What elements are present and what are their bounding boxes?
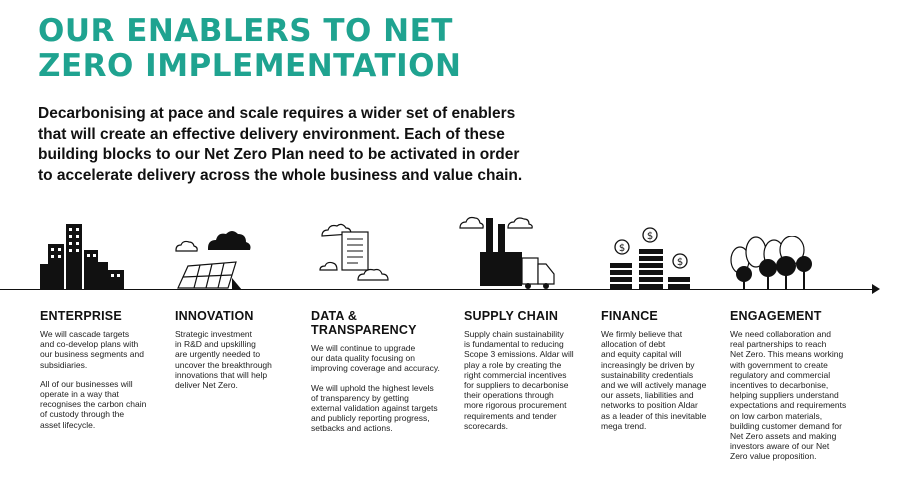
intro-line: building blocks to our Net Zero Plan need to be activated in order <box>38 146 520 163</box>
enabler-title-line: FINANCE <box>601 309 658 323</box>
enabler-title-line: DATA & <box>311 309 358 323</box>
text-line: our business segments and <box>40 349 144 360</box>
text-line: Net Zero. This means working <box>730 349 844 360</box>
enabler-enterprise <box>40 309 165 439</box>
text-line: increasingly be driven by <box>601 359 695 370</box>
intro-line: to accelerate delivery across the whole business and value chain. <box>38 166 523 184</box>
text-line: and publicly reporting progress, <box>311 413 430 424</box>
text-line: Zero value proposition. <box>730 451 817 462</box>
document-clouds-icon <box>318 218 390 288</box>
city-buildings-icon <box>40 220 130 290</box>
enabler-paragraph <box>40 379 165 430</box>
enabler-paragraph <box>311 343 456 374</box>
factory-truck-icon <box>458 214 558 289</box>
intro-paragraph <box>38 104 558 186</box>
enabler-paragraph <box>175 329 300 390</box>
text-line: uncover the breakthrough <box>175 359 272 370</box>
text-line: subsidiaries. <box>40 359 88 370</box>
text-line: We firmly believe that <box>601 329 683 339</box>
text-line: asset lifecycle. <box>40 419 96 430</box>
text-line: improving coverage and accuracy. <box>311 363 440 374</box>
text-line: deliver Net Zero. <box>175 380 238 391</box>
text-line: scorecards. <box>464 420 508 431</box>
text-line: and we will actively manage <box>601 380 707 391</box>
text-line: play a role by creating the <box>464 359 562 370</box>
solar-panel-icon <box>172 228 252 290</box>
text-line: networks to position Aldar <box>601 400 698 411</box>
text-line: for suppliers to decarbonise <box>464 380 569 391</box>
text-line: on low carbon materials, <box>730 410 823 421</box>
intro-line: Decarbonising at pace and scale requires a wider set of enablers <box>38 105 516 122</box>
svg-text:$: $ <box>646 231 654 242</box>
enabler-title <box>730 309 870 323</box>
svg-text:$: $ <box>618 243 626 254</box>
text-line: investors aware of our Net <box>730 441 830 452</box>
text-line: Supply chain sustainability <box>464 329 564 339</box>
text-line: recognises the carbon chain <box>40 399 147 410</box>
text-line: our assets, liabilities and <box>601 390 694 401</box>
text-line: and equity capital will <box>601 349 682 360</box>
text-line: operate in a way that <box>40 389 119 400</box>
text-line: of transparency by getting <box>311 392 409 403</box>
timeline-line <box>0 289 873 290</box>
enabler-title <box>601 309 726 323</box>
enabler-title-line: TRANSPARENCY <box>311 323 417 337</box>
enabler-title-line: ENTERPRISE <box>40 309 122 323</box>
enabler-innovation <box>175 309 300 399</box>
enabler-title-line: INNOVATION <box>175 309 254 323</box>
text-line: is fundamental to reducing <box>464 339 564 350</box>
text-line: regulatory and commercial <box>730 369 831 380</box>
text-line: external validation against targets <box>311 403 438 414</box>
text-line: mega trend. <box>601 420 647 431</box>
enabler-paragraph <box>730 329 870 462</box>
enabler-engagement <box>730 309 870 471</box>
coins-stack-icon <box>606 223 691 289</box>
text-line: expectations and requirements <box>730 400 847 411</box>
enabler-title-line: ENGAGEMENT <box>730 309 822 323</box>
title-line-2: ZERO IMPLEMENTATION <box>38 48 462 84</box>
text-line: sustainability credentials <box>601 369 694 380</box>
enabler-paragraph <box>601 329 726 431</box>
enabler-data-transparency <box>311 309 456 443</box>
text-line: right commercial incentives <box>464 369 567 380</box>
enabler-title <box>40 309 165 323</box>
enabler-paragraph <box>311 383 456 434</box>
text-line: more rigorous procurement <box>464 400 567 411</box>
text-line: real partnerships to reach <box>730 339 827 350</box>
enabler-title-line: SUPPLY CHAIN <box>464 309 559 323</box>
trees-icon <box>730 236 812 290</box>
text-line: allocation of debt <box>601 339 666 350</box>
text-line: We need collaboration and <box>730 329 831 339</box>
enabler-title <box>175 309 300 323</box>
text-line: building customer demand for <box>730 420 842 431</box>
title-line-1: OUR ENABLERS TO NET <box>38 13 453 49</box>
enabler-paragraph <box>40 329 165 370</box>
text-line: requirements and tender <box>464 410 557 421</box>
intro-line: that will create an effective delivery environment. Each of these <box>38 125 505 143</box>
text-line: We will uphold the highest levels <box>311 382 434 393</box>
enabler-supply-chain <box>464 309 594 440</box>
text-line: Strategic investment <box>175 329 253 339</box>
text-line: in R&D and upskilling <box>175 339 256 350</box>
text-line: with government to create <box>730 359 828 370</box>
text-line: innovations that will help <box>175 369 268 380</box>
enabler-title <box>464 309 594 323</box>
text-line: as a leader of this inevitable <box>601 410 707 421</box>
enabler-paragraph <box>464 329 594 431</box>
text-line: All of our businesses will <box>40 378 133 389</box>
text-line: are urgently needed to <box>175 349 261 360</box>
page-title <box>38 14 461 84</box>
enabler-title <box>311 309 456 337</box>
text-line: and co-develop plans with <box>40 339 139 350</box>
text-line: We will cascade targets <box>40 329 130 339</box>
text-line: Net Zero assets and making <box>730 431 837 442</box>
text-line: helping suppliers understand <box>730 390 839 401</box>
text-line: We will continue to upgrade <box>311 343 416 353</box>
timeline-arrow-icon <box>872 284 880 294</box>
text-line: our data quality focusing on <box>311 353 415 364</box>
enabler-finance <box>601 309 726 440</box>
svg-text:$: $ <box>676 257 684 268</box>
text-line: setbacks and actions. <box>311 423 393 434</box>
text-line: of custody through the <box>40 409 125 420</box>
text-line: their operations through <box>464 390 554 401</box>
text-line: incentives to decarbonise, <box>730 380 829 391</box>
text-line: Scope 3 emissions. Aldar will <box>464 349 574 360</box>
